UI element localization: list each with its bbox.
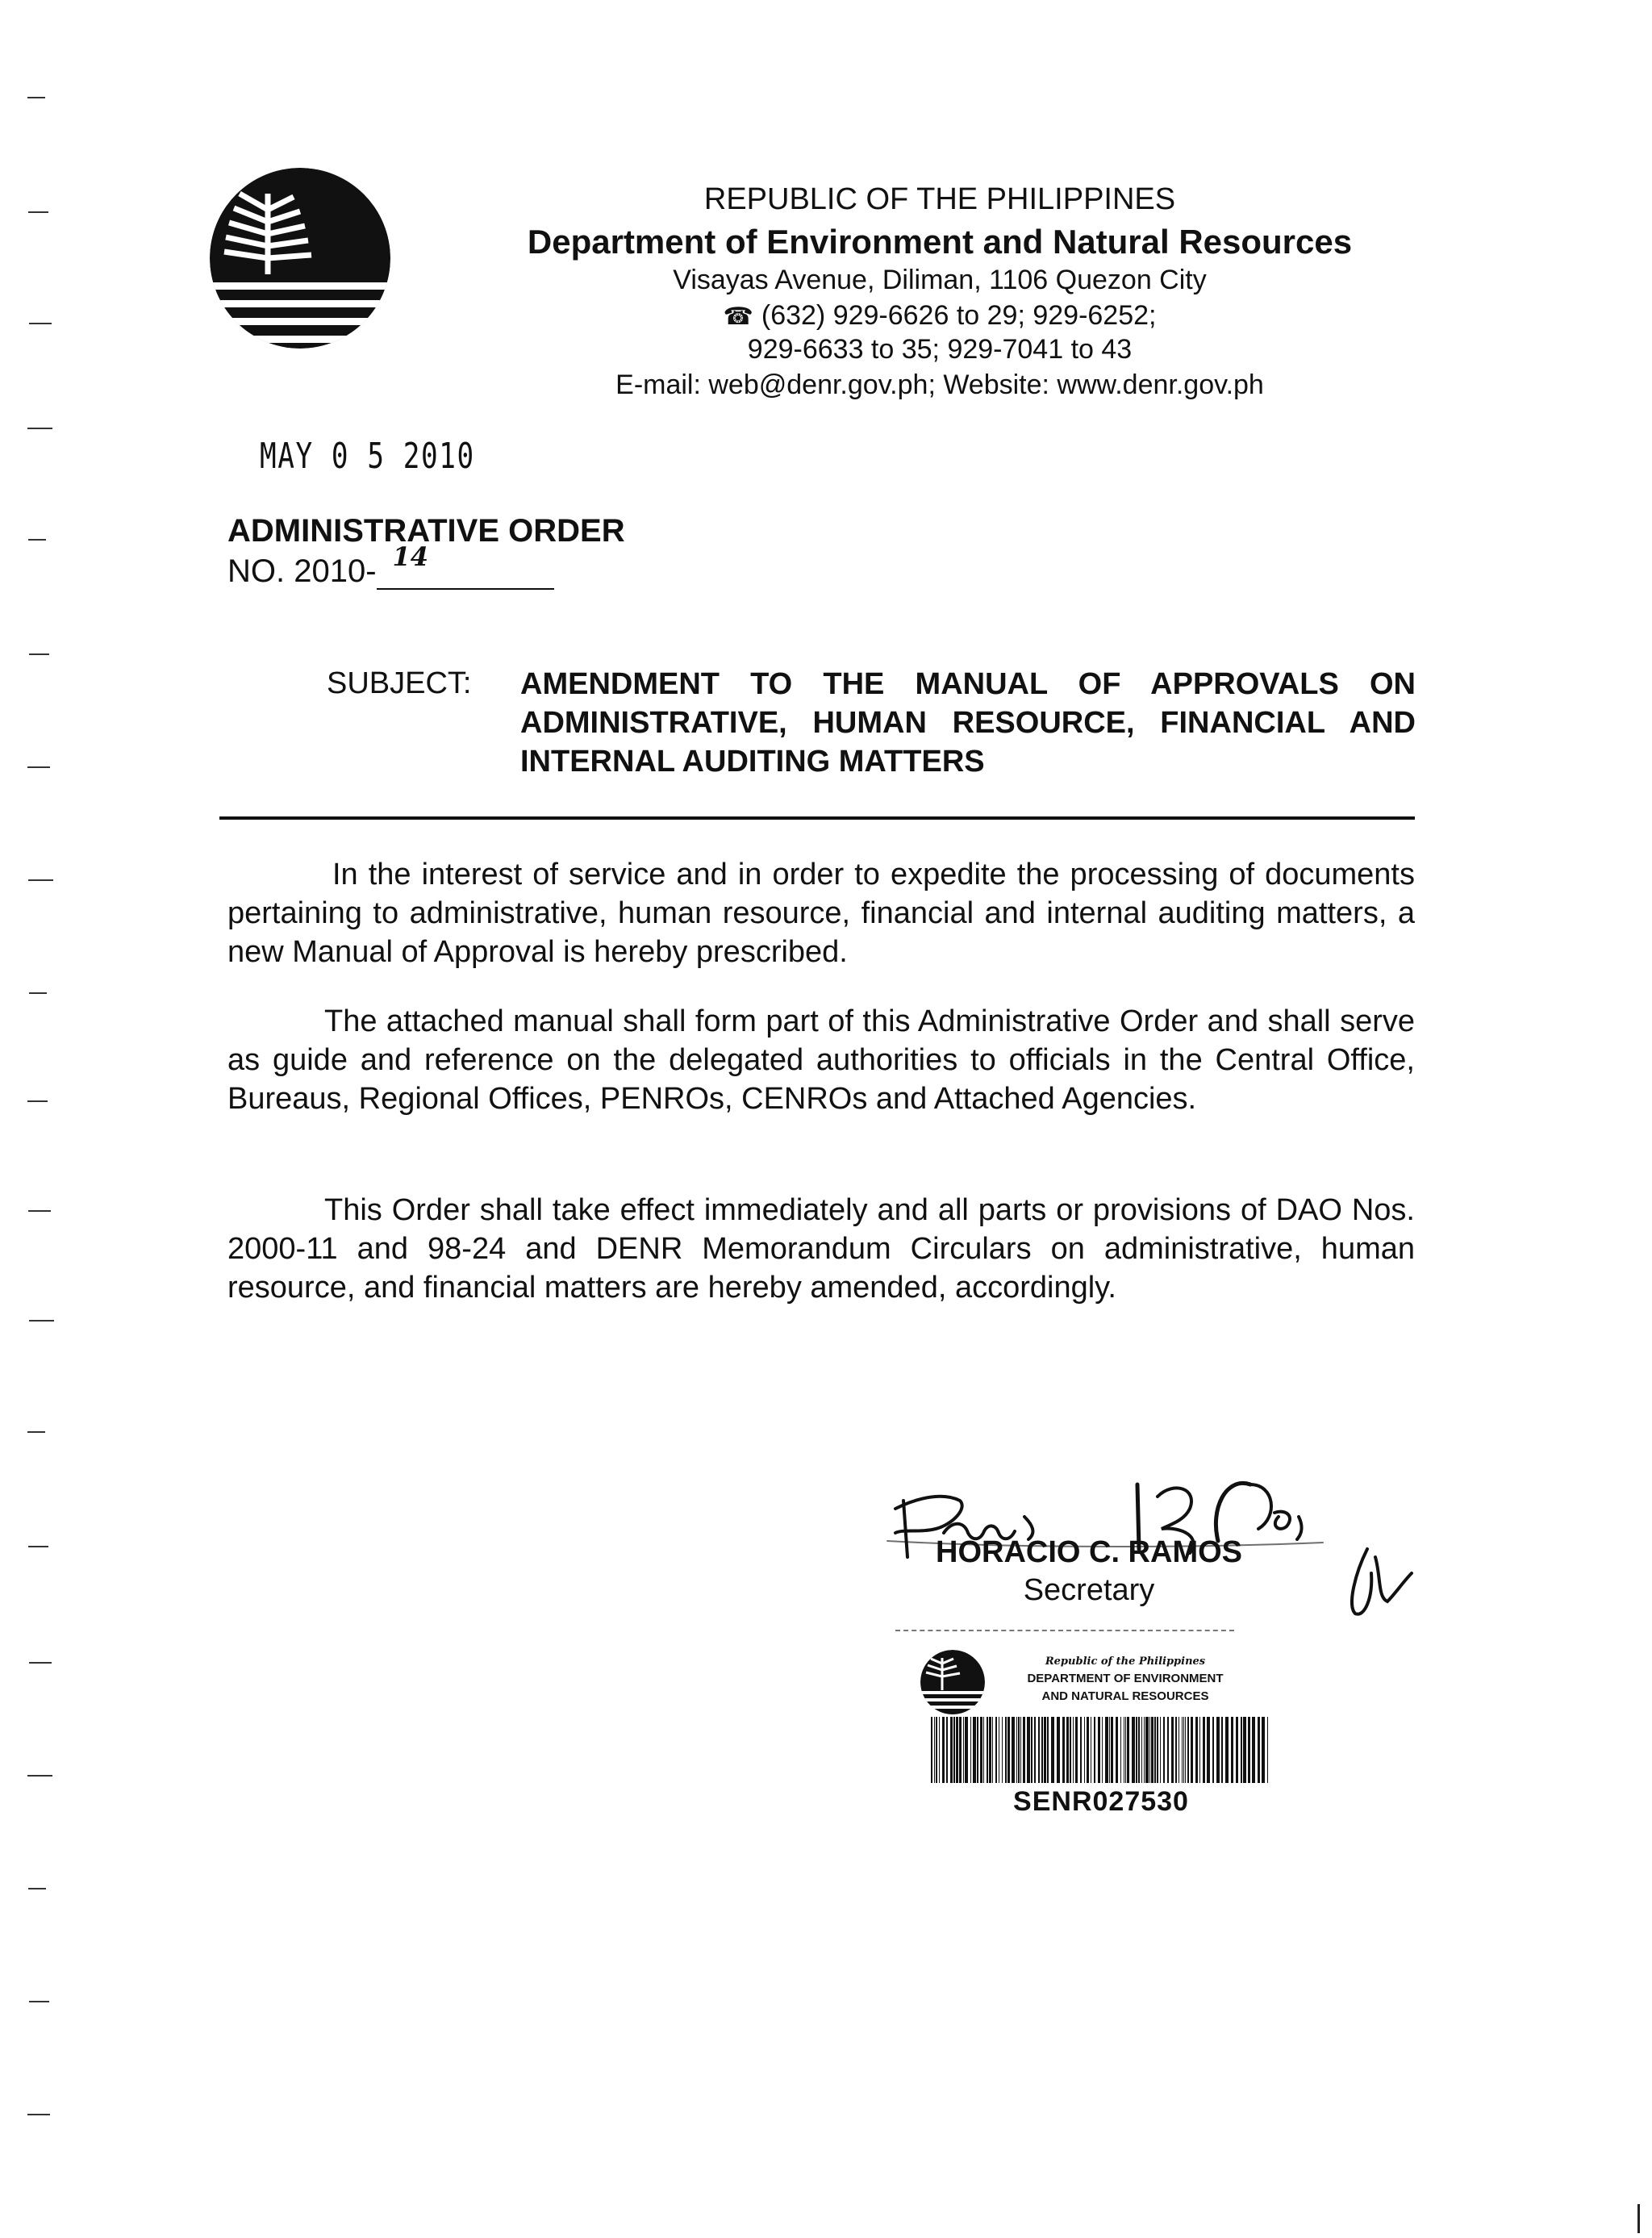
- barcode-number: SENR027530: [1013, 1786, 1189, 1817]
- body-paragraph-1: In the interest of service and in order to expedite the processing of documents pertaining to administrative, human resource, financial and internal auditing matters, a new Manual of Approval is hereby prescribed.: [227, 858, 1415, 969]
- barcode-icon: [928, 1717, 1274, 1783]
- barcode-bar: [1020, 1717, 1021, 1783]
- barcode-bar: [1012, 1717, 1015, 1783]
- scan-tick: [28, 539, 46, 541]
- barcode-bar: [1023, 1717, 1025, 1783]
- barcode-bar: [1185, 1717, 1186, 1783]
- scan-tick: [27, 1100, 48, 1102]
- barcode-bar: [1187, 1717, 1189, 1783]
- scan-tick: [27, 97, 45, 98]
- barcode-bar: [1102, 1717, 1103, 1783]
- denr-logo-icon: [203, 161, 397, 355]
- barcode-bar: [977, 1717, 978, 1783]
- signatory-title: Secretary: [1023, 1573, 1155, 1607]
- body-paragraph-3: This Order shall take effect immediately and all parts or provisions of DAO Nos. 2000-11 and 98-24 and DENR Memorandum Circulars on administrative, human resource, and financial matters are hereby amended, accordingly.: [227, 1193, 1415, 1305]
- barcode-bar: [1267, 1717, 1268, 1783]
- stamp-line-republic: Republic of the Philippines: [1045, 1656, 1206, 1668]
- barcode-bar: [1163, 1717, 1165, 1783]
- scan-tick: [29, 992, 47, 994]
- barcode-bar: [942, 1717, 945, 1783]
- barcode-bar: [963, 1717, 964, 1783]
- barcode-bar: [1073, 1717, 1074, 1783]
- letterhead-phone-line-2: 929-6633 to 35; 929-7041 to 43: [747, 334, 1133, 365]
- barcode-bar: [1183, 1717, 1184, 1783]
- barcode-bar: [1116, 1717, 1118, 1783]
- barcode-bar: [1038, 1717, 1040, 1783]
- barcode-bar: [1225, 1717, 1229, 1783]
- scan-tick: [28, 211, 48, 213]
- order-title: ADMINISTRATIVE ORDER: [227, 513, 625, 549]
- barcode-bar: [1203, 1717, 1205, 1783]
- barcode-bar: [1145, 1717, 1149, 1783]
- barcode-bar: [987, 1717, 988, 1783]
- barcode-bar: [1151, 1717, 1153, 1783]
- barcode-bar: [1132, 1717, 1135, 1783]
- barcode-bar: [1002, 1717, 1003, 1783]
- barcode-bar: [980, 1717, 982, 1783]
- barcode-bar: [1087, 1717, 1089, 1783]
- scan-tick: [29, 1662, 52, 1664]
- barcode-bar: [1005, 1717, 1007, 1783]
- barcode-bar: [931, 1717, 932, 1783]
- barcode-bar: [1125, 1717, 1126, 1783]
- scan-tick: [27, 2114, 50, 2115]
- barcode-bar: [956, 1717, 958, 1783]
- barcode-bar: [1175, 1717, 1177, 1783]
- barcode-bar: [1070, 1717, 1071, 1783]
- barcode-bar: [1031, 1717, 1032, 1783]
- barcode-bar: [1243, 1717, 1246, 1783]
- order-number-handwritten: 14: [392, 541, 429, 572]
- barcode-bar: [1212, 1717, 1214, 1783]
- barcode-bar: [1221, 1717, 1223, 1783]
- barcode-bar: [1094, 1717, 1095, 1783]
- barcode-bar: [1252, 1717, 1255, 1783]
- scan-tick: [29, 1320, 54, 1322]
- scan-tick: [28, 879, 53, 881]
- barcode-bar: [989, 1717, 991, 1783]
- barcode-bar: [973, 1717, 976, 1783]
- scan-tick: [27, 1775, 52, 1777]
- scan-tick: [28, 1546, 48, 1547]
- barcode-bar: [1141, 1717, 1142, 1783]
- order-number-blank: [377, 541, 554, 590]
- barcode-bar: [953, 1717, 955, 1783]
- barcode-bar: [1199, 1717, 1200, 1783]
- barcode-bar: [1111, 1717, 1113, 1783]
- subject-text: AMENDMENT TO THE MANUAL OF APPROVALS ON ADMINISTRATIVE, HUMAN RESOURCE, FINANCIAL AND INTERNAL AUDITING MATTERS: [520, 667, 1416, 779]
- barcode-bar: [1144, 1717, 1145, 1783]
- barcode-bar: [1248, 1717, 1250, 1783]
- barcode-bar: [1105, 1717, 1108, 1783]
- barcode-bar: [936, 1717, 937, 1783]
- barcode-bar: [1051, 1717, 1054, 1783]
- letterhead-department: Department of Environment and Natural Resources: [527, 223, 1353, 261]
- barcode-bar: [1062, 1717, 1065, 1783]
- barcode-bar: [1007, 1717, 1010, 1783]
- barcode-bar: [1041, 1717, 1043, 1783]
- barcode-bar: [1127, 1717, 1129, 1783]
- barcode-bar: [1034, 1717, 1036, 1783]
- barcode-bar: [1057, 1717, 1060, 1783]
- barcode-bar: [946, 1717, 948, 1783]
- barcode-bar: [1154, 1717, 1156, 1783]
- subject-divider: [219, 816, 1415, 820]
- barcode-bar: [939, 1717, 940, 1783]
- barcode-bar: [1136, 1717, 1137, 1783]
- signature-dashed-rule: [895, 1630, 1234, 1631]
- barcode-bar: [1027, 1717, 1030, 1783]
- barcode-bar: [1018, 1717, 1020, 1783]
- order-number: [227, 541, 554, 590]
- telephone-icon: ☎: [723, 303, 753, 330]
- scan-tick: [28, 1888, 46, 1889]
- barcode-bar: [1138, 1717, 1140, 1783]
- barcode-bar: [992, 1717, 993, 1783]
- barcode-bar: [1149, 1717, 1150, 1783]
- body-paragraph-2: The attached manual shall form part of this Administrative Order and shall serve as guide and reference on the delegated authorities to officials in the Central Office, Bureaus, Regional Offices, PENROs, CENROs and Attached Agencies.: [227, 1004, 1415, 1116]
- scan-tick: [27, 428, 52, 429]
- barcode-bar: [959, 1717, 962, 1783]
- subject-label: SUBJECT:: [327, 666, 472, 700]
- denr-stamp-logo-icon: [916, 1646, 989, 1718]
- barcode-bar: [1066, 1717, 1069, 1783]
- barcode-bar: [1231, 1717, 1233, 1783]
- barcode-bar: [1241, 1717, 1242, 1783]
- letterhead-phone-line-1: [484, 300, 1395, 332]
- stamp-line-department: DEPARTMENT OF ENVIRONMENT: [1027, 1672, 1224, 1685]
- scan-tick: [29, 323, 52, 324]
- scan-tick: [28, 1210, 51, 1212]
- barcode-bar: [1098, 1717, 1100, 1783]
- barcode-bar: [983, 1717, 984, 1783]
- barcode-bar: [1109, 1717, 1110, 1783]
- barcode-bar: [1171, 1717, 1174, 1783]
- scan-edge-mark: [1637, 2204, 1640, 2233]
- barcode-bar: [1080, 1717, 1082, 1783]
- barcode-bar: [1084, 1717, 1085, 1783]
- barcode-bar: [1236, 1717, 1238, 1783]
- letterhead-email-website: E-mail: web@denr.gov.ph; Website: www.denr.gov.ph: [615, 370, 1264, 400]
- scan-tick: [29, 2001, 49, 2002]
- barcode-bar: [1195, 1717, 1198, 1783]
- date-stamp: MAY 0 5 2010: [260, 436, 475, 477]
- barcode-bar: [1044, 1717, 1046, 1783]
- scan-tick: [27, 766, 50, 768]
- signatory-name: HORACIO C. RAMOS: [936, 1535, 1242, 1569]
- barcode-bar: [1160, 1717, 1161, 1783]
- barcode-bar: [1262, 1717, 1265, 1783]
- barcode-bar: [1075, 1717, 1078, 1783]
- stamp-line-resources: AND NATURAL RESOURCES: [1041, 1689, 1209, 1703]
- barcode-bar: [965, 1717, 968, 1783]
- barcode-bar: [1016, 1717, 1017, 1783]
- barcode-bar: [1182, 1717, 1183, 1783]
- scan-tick: [27, 1431, 45, 1433]
- barcode-bar: [970, 1717, 971, 1783]
- barcode-bar: [950, 1717, 953, 1783]
- barcode-bar: [1167, 1717, 1169, 1783]
- barcode-bar: [1157, 1717, 1158, 1783]
- barcode-bar: [1216, 1717, 1220, 1783]
- scan-tick: [29, 653, 49, 655]
- barcode-bar: [934, 1717, 935, 1783]
- order-number-prefix: NO. 2010-: [227, 553, 377, 589]
- barcode-bar: [1120, 1717, 1121, 1783]
- letterhead-address: Visayas Avenue, Diliman, 1106 Quezon City: [673, 265, 1207, 295]
- barcode-bar: [1207, 1717, 1210, 1783]
- barcode-bar: [995, 1717, 997, 1783]
- barcode-bar: [1047, 1717, 1049, 1783]
- phone-numbers-1: (632) 929-6626 to 29; 929-6252;: [761, 300, 1157, 331]
- barcode-bar: [1191, 1717, 1193, 1783]
- letterhead-republic: REPUBLIC OF THE PHILIPPINES: [703, 182, 1176, 216]
- barcode-bar: [1258, 1717, 1260, 1783]
